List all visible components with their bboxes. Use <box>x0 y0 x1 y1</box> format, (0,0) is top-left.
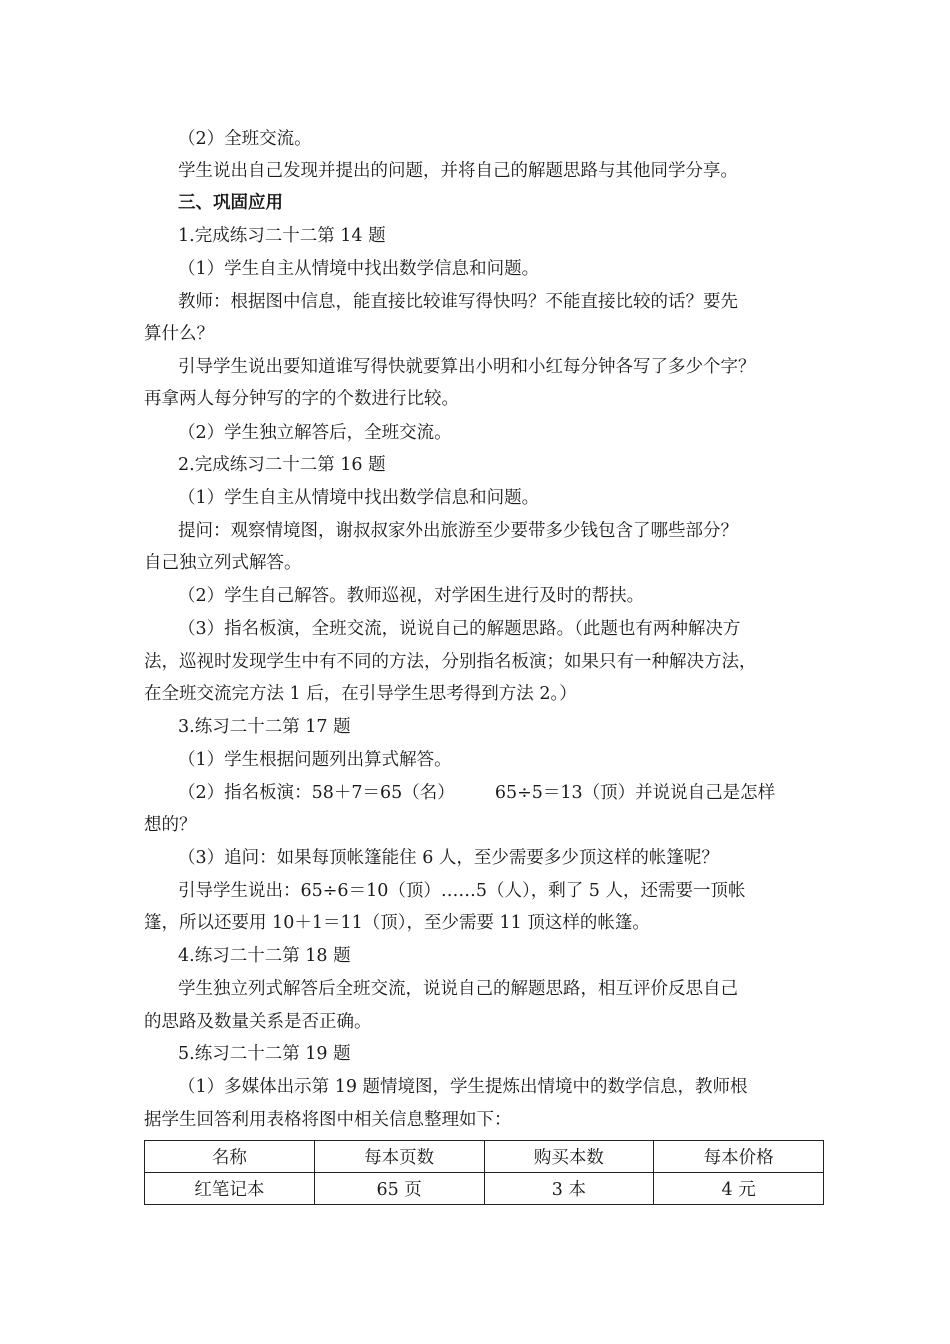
paragraph: （1）学生根据问题列出算式解答。 <box>178 750 452 770</box>
exercise-heading: 5.练习二十二第 19 题 <box>178 1044 351 1064</box>
table-cell: 4 元 <box>654 1173 824 1205</box>
paragraph: 引导学生说出：65÷6＝10（顶）……5（人），剩了 5 人，还需要一顶帐 <box>178 881 746 901</box>
equation-2: 65÷5＝13（顶）并说说自己是怎样 <box>494 783 776 803</box>
exercise-heading: 2.完成练习二十二第 16 题 <box>178 455 386 475</box>
paragraph: 算什么？ <box>144 324 214 344</box>
paragraph: 提问：观察情境图，谢叔叔家外出旅游至少要带多少钱包含了哪些部分？ <box>178 521 738 541</box>
exercise-heading: 1.完成练习二十二第 14 题 <box>178 226 386 246</box>
paragraph: 自己独立列式解答。 <box>144 553 302 573</box>
table-cell: 3 本 <box>484 1173 654 1205</box>
paragraph: （3）追问：如果每顶帐篷能住 6 人，至少需要多少顶这样的帐篷呢？ <box>178 848 719 868</box>
table-row <box>145 1173 824 1205</box>
paragraph: 据学生回答利用表格将图中相关信息整理如下： <box>144 1110 512 1130</box>
paragraph <box>178 781 775 805</box>
paragraph: （2）学生自己解答。教师巡视，对学困生进行及时的帮扶。 <box>178 586 645 606</box>
paragraph: （1）学生自主从情境中找出数学信息和问题。 <box>178 259 540 279</box>
table-header-row <box>145 1141 824 1173</box>
paragraph: 引导学生说出要知道谁写得快就要算出小明和小红每分钟各写了多少个字？ <box>178 357 756 377</box>
exercise-heading: 4.练习二十二第 18 题 <box>178 946 351 966</box>
paragraph: （2）学生独立解答后，全班交流。 <box>178 423 452 443</box>
paragraph: 再拿两人每分钟写的字的个数进行比较。 <box>144 389 459 409</box>
paragraph: 想的？ <box>144 815 197 835</box>
paragraph: （3）指名板演，全班交流，说说自己的解题思路。（此题也有两种解决方 <box>178 619 741 639</box>
exercise-heading: 3.练习二十二第 17 题 <box>178 717 351 737</box>
section-heading: 三、巩固应用 <box>178 193 283 213</box>
table-cell: 红笔记本 <box>145 1173 315 1205</box>
paragraph: 学生说出自己发现并提出的问题，并将自己的解题思路与其他同学分享。 <box>178 161 738 181</box>
equation-1: （2）指名板演：58＋7＝65（名） <box>178 783 455 803</box>
table-header-cell: 名称 <box>145 1141 315 1173</box>
paragraph: 教师：根据图中信息，能直接比较谁写得快吗？不能直接比较的话？要先 <box>178 292 738 312</box>
info-table <box>144 1140 824 1205</box>
paragraph: 篷，所以还要用 10＋1＝11（顶），至少需要 11 顶这样的帐篷。 <box>144 913 650 933</box>
table-cell: 65 页 <box>314 1173 484 1205</box>
paragraph: （1）多媒体出示第 19 题情境图，学生提炼出情境中的数学信息，教师根 <box>178 1077 748 1097</box>
paragraph: 的思路及数量关系是否正确。 <box>144 1012 372 1032</box>
table-header-cell: 每本价格 <box>654 1141 824 1173</box>
paragraph: 在全班交流完方法 1 后，在引导学生思考得到方法 2。） <box>144 684 577 704</box>
paragraph: 学生独立列式解答后全班交流，说说自己的解题思路，相互评价反思自己 <box>178 979 738 999</box>
paragraph: 法，巡视时发现学生中有不同的方法，分别指名板演；如果只有一种解决方法， <box>144 652 757 672</box>
paragraph: （1）学生自主从情境中找出数学信息和问题。 <box>178 488 540 508</box>
table-header-cell: 购买本数 <box>484 1141 654 1173</box>
table-header-cell: 每本页数 <box>314 1141 484 1173</box>
paragraph: （2）全班交流。 <box>178 129 312 149</box>
